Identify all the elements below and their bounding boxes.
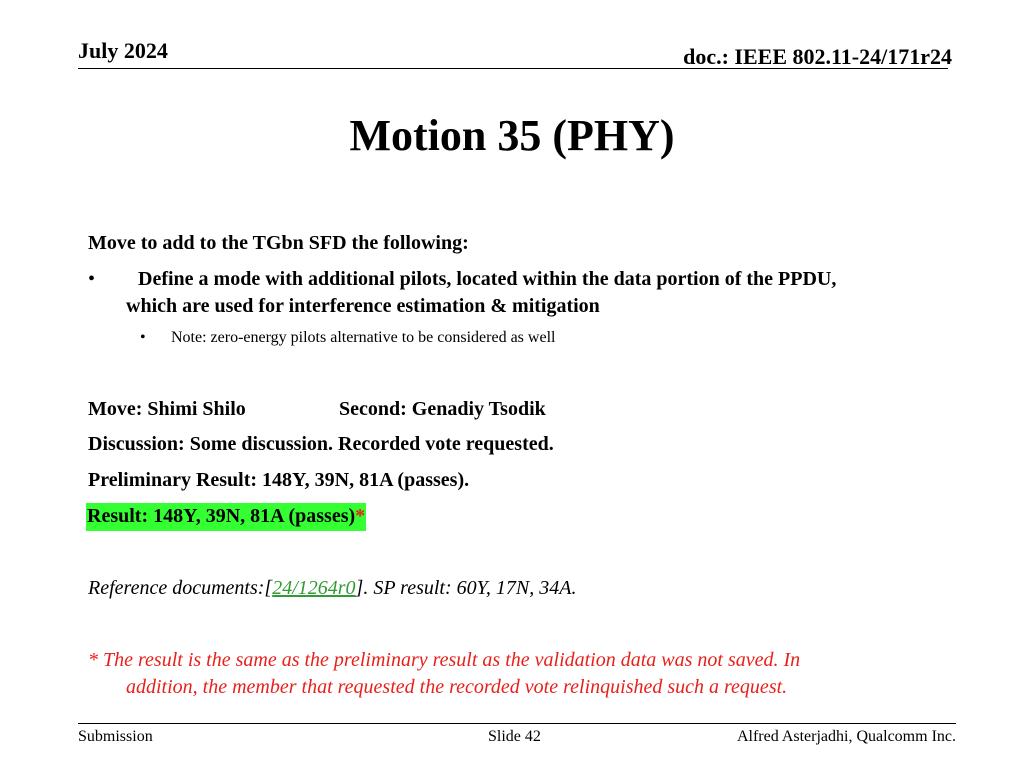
header-date: July 2024 <box>78 38 168 63</box>
discussion: Discussion: Some discussion. Recorded vote requested. <box>88 433 554 455</box>
header-divider <box>78 68 948 69</box>
result-highlight <box>86 503 366 531</box>
reference-prefix: Reference documents:[ <box>88 577 273 599</box>
preliminary-result: Preliminary Result: 148Y, 39N, 81A (passes). <box>88 469 470 491</box>
result-line <box>86 506 366 526</box>
seconder: Second: Genadiy Tsodik <box>339 398 546 420</box>
bullet-line-2: which are used for interference estimation & mitigation <box>126 295 600 317</box>
reference-suffix: ]. SP result: 60Y, 17N, 34A. <box>355 577 577 599</box>
sub-bullet-marker: • <box>140 329 146 346</box>
reference-link[interactable]: 24/1264r0 <box>272 577 356 599</box>
result-text: Result: 148Y, 39N, 81A (passes) <box>87 505 356 527</box>
mover: Move: Shimi Shilo <box>88 398 246 420</box>
footer-submission: Submission <box>78 728 153 745</box>
note-line-2: addition, the member that requested the recorded vote relinquished such a request. <box>126 676 788 698</box>
footer-author: Alfred Asterjadhi, Qualcomm Inc. <box>736 728 956 745</box>
header-doc-id: doc.: IEEE 802.11-24/171r24 <box>683 44 952 69</box>
sub-bullet-note: Note: zero-energy pilots alternative to be considered as well <box>171 329 556 346</box>
reference-line <box>88 578 577 598</box>
slide-title: Motion 35 (PHY) <box>349 111 675 160</box>
footer-divider <box>78 723 956 724</box>
result-asterisk: * <box>355 505 366 527</box>
note-line-1: * The result is the same as the preliminary result as the validation data was not saved. In <box>88 649 801 671</box>
bullet-line-1: Define a mode with additional pilots, located within the data portion of the PPDU, <box>138 268 837 290</box>
bullet-marker: • <box>88 268 96 290</box>
move-intro: Move to add to the TGbn SFD the following: <box>88 232 469 254</box>
footer-slide-number: Slide 42 <box>488 728 541 745</box>
